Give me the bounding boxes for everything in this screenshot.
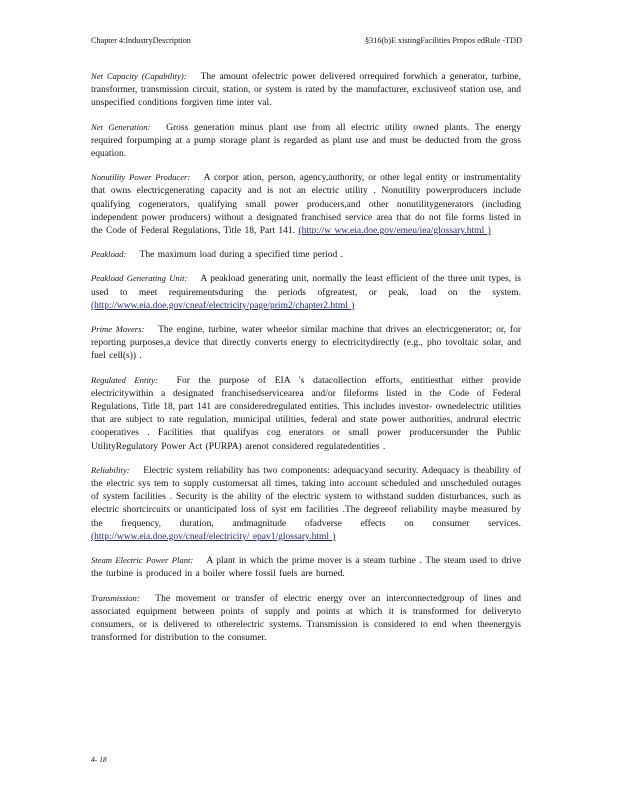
page-header (91, 36, 522, 45)
glossary-definition: A corpor ation, person, agency,authority, or other legal entity or instrumentality that owns electricgenerating capacity and is not an electric utility . Nonutility powerproducers include qualifying cogenerators, qualifying small power producers,and other nonutilitygenerators (including independent power producers) without a designated franchised service area that do not file forms listed in the Code of Federal Regulations, Title 18, Part 141. (91, 173, 521, 237)
glossary-body (91, 70, 521, 655)
glossary-entry-transmission (91, 592, 521, 646)
glossary-term: Reliability: (91, 464, 130, 475)
glossary-term: Net Generation: (91, 121, 151, 132)
glossary-term: Net Capacity (Capability): (91, 71, 187, 81)
glossary-term: Peakload Generating Unit: (91, 273, 188, 284)
glossary-entry-net-generation (91, 121, 521, 162)
glossary-link[interactable]: (http://w ww.eia.doe.gov/emeu/iea/glossary.html ) (298, 226, 491, 237)
glossary-definition: A peakload generating unit, normally the least efficient of the three unit types, is used to meet requirementsduring the periods ofgreatest, or peak, load on the system. (91, 274, 521, 298)
glossary-entry-peakload (91, 248, 521, 262)
glossary-definition: Electric system reliability has two components: adequacyand security. Adequacy is theability of the electric sys tem to supply customersat all times, taking into account scheduled and unscheduled outages of system facilities . Security is the ability of the electric system to withstand sudden disturbances, such as electric shortcircuits or unanticipated loss of syst em facilities .The degreeof reliability maybe measured by the frequency, duration, andmagnitude ofadverse effects on consumer services. (91, 465, 521, 529)
section-title: §316(b)E xistingFacilities Propos edRule -TDD (365, 36, 522, 45)
glossary-term: Transmission: (91, 592, 140, 603)
glossary-term: Peakload: (91, 249, 127, 260)
page-number: 4- 18 (91, 755, 107, 764)
glossary-link[interactable]: (http://www.eia.doe.gov/cneaf/electricity/page/prim2/chapter2.html ) (91, 300, 355, 311)
glossary-definition: The maximum load during a specified time period . (139, 250, 344, 261)
glossary-entry-prime-movers (91, 323, 521, 364)
glossary-definition: A plant in which the prime mover is a steam turbine . The steam used to drive the turbine is produced in a boiler where fossil fuels are burned. (91, 556, 521, 580)
glossary-term: Regulated Entity: (91, 374, 158, 385)
glossary-definition: Gross generation minus plant use from all electric utility owned plants. The energy required forpumping at a pump storage plant is regarded as plant use and must be deducted from the gross equation. (91, 122, 522, 160)
glossary-definition: For the purpose of EIA 's datacollection efforts, entitiesthat either provide electricitywithin a designated franchisedservicearea and/or fileforms listed in the Code of Federal Regulations, Title 18, part 141 are consideredregulated entities. This includes investor- ownedelectric utilities that are subject to rate regulation, municipal utilities, federal and state power authorities, andrural electric cooperatives . Facilities that qualifyas cog enerators or small power producersunder the Public UtilityRegulatory Power Act (PURPA) arenot considered regulatedentities . (91, 375, 521, 452)
glossary-entry-reliability (91, 464, 521, 544)
glossary-entry-regulated-entity (91, 374, 521, 454)
glossary-term: Steam Electric Power Plant: (91, 555, 194, 566)
glossary-definition: The movement or transfer of electric energy over an interconnectedgroup of lines and associated equipment between points of supply and points at which it is transformed for deliveryto consumers, or is delivered to otherelectric systems. Transmission is considered to end when theenergyis transformed for distribution to the consumer. (91, 593, 521, 644)
glossary-definition: The amount ofelectric power delivered orrequired forwhich a generator, turbine, transformer, transmission circuit, station, or system is rated by the manufacturer, exclusiveof station use, and unspecified conditions forgiven time inter val. (91, 72, 521, 109)
glossary-link[interactable]: (http://www.eia.doe.gov/cneaf/electricity/ epav1/glossary.html ) (91, 531, 336, 542)
glossary-entry-net-capacity (91, 70, 521, 111)
chapter-title: Chapter 4:IndustryDescription (91, 36, 191, 45)
glossary-entry-nonutility-power-producer (91, 171, 521, 238)
glossary-definition: The engine, turbine, water wheelor similar machine that drives an electricgenerator; or, for reporting purposes,a device that directly converts energy to electricitydirectly (e.g., pho tovoltaic solar, and fuel cell(s)) . (91, 325, 521, 362)
glossary-term: Nonutility Power Producer: (91, 172, 191, 183)
glossary-entry-steam-electric-power-plant (91, 554, 521, 581)
glossary-entry-peakload-generating-unit (91, 272, 521, 313)
glossary-term: Prime Movers: (91, 324, 145, 335)
